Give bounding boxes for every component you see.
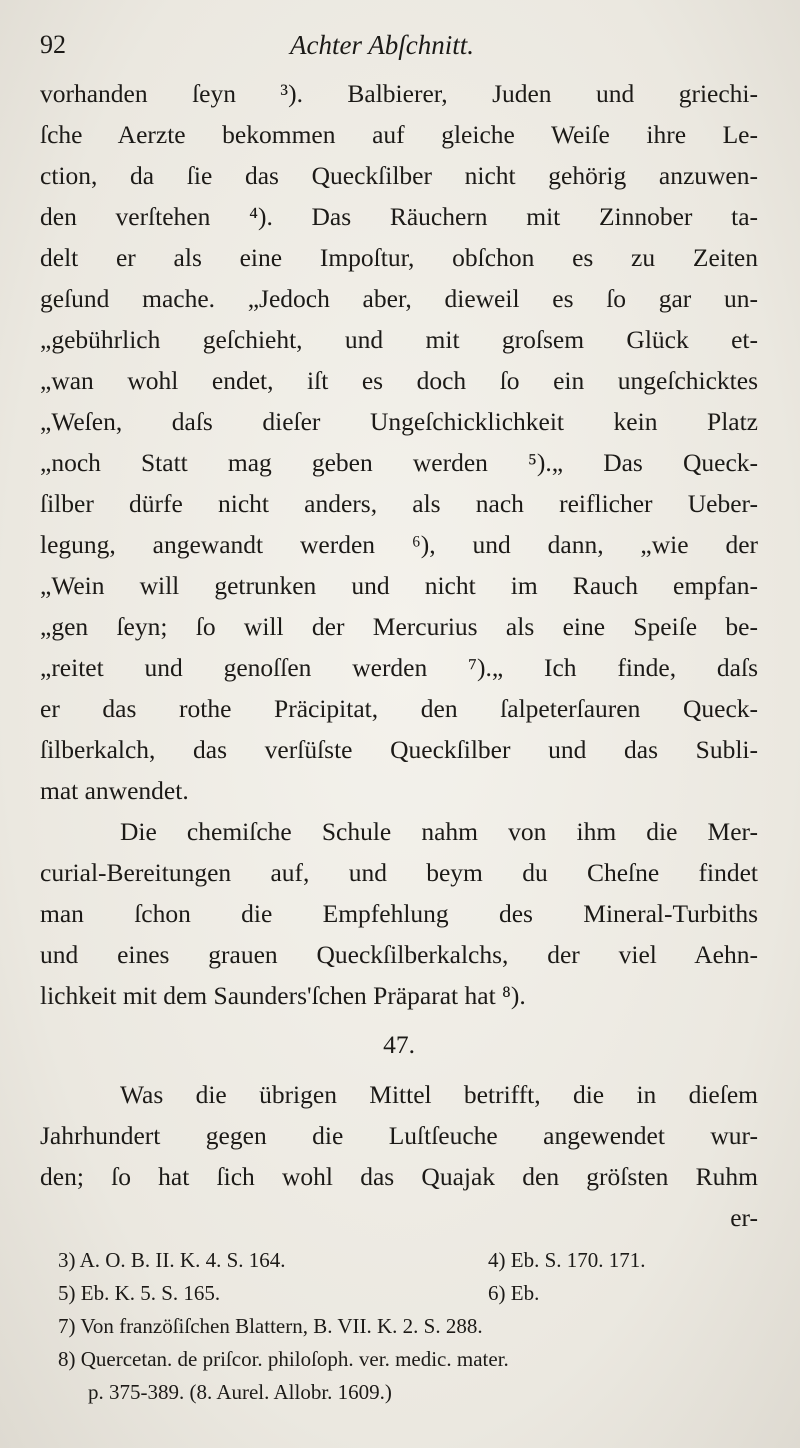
page-number: 92 [40, 30, 66, 59]
text-line: man ſchon die Empfehlung des Mineral-Turbiths [40, 899, 758, 928]
text-line: Was die übrigen Mittel betrifft, die in dieſem [120, 1080, 758, 1109]
text-line: „reitet und genoſſen werden ⁷).„ Ich finde, daſs [40, 653, 758, 682]
footnote-7: 7) Von franzöſiſchen Blattern, B. VII. K. 2. S. 288. [58, 1314, 483, 1338]
text-line: ſilberkalch, das verſüſste Queckſilber und das Subli- [40, 735, 758, 764]
text-line: er das rothe Präcipitat, den ſalpeterſauren Queck- [40, 694, 758, 723]
footnote-3: 3) A. O. B. II. K. 4. S. 164. [58, 1248, 286, 1272]
text-line: lichkeit mit dem Saunders'ſchen Präparat hat ⁸). [40, 981, 526, 1010]
footnotes [58, 1244, 756, 1409]
footnote-5: 5) Eb. K. 5. S. 165. [58, 1281, 221, 1305]
footnote-6: 6) Eb. [488, 1281, 540, 1305]
footnote-row [58, 1277, 756, 1310]
main-text [40, 73, 758, 1238]
section-number: 47. [383, 1030, 415, 1059]
text-line: „noch Statt mag geben werden ⁵).„ Das Queck- [40, 448, 758, 477]
text-line: „Wein will getrunken und nicht im Rauch empfan- [40, 571, 758, 600]
text-line: den; ſo hat ſich wohl das Quajak den gröſsten Ruhm [40, 1162, 758, 1191]
footnote-8-continued: p. 375-389. (8. Aurel. Allobr. 1609.) [88, 1380, 392, 1404]
catchword: er- [730, 1203, 758, 1232]
text-line: und eines grauen Queckſilberkalchs, der viel Aehn- [40, 940, 758, 969]
text-line: vorhanden ſeyn ³). Balbierer, Juden und griechi- [40, 79, 758, 108]
text-line: geſund mache. „Jedoch aber, dieweil es ſo gar un- [40, 284, 758, 313]
text-line: curial-Bereitungen auf, und beym du Cheſne findet [40, 858, 758, 887]
text-line: „Weſen, daſs dieſer Ungeſchicklichkeit kein Platz [40, 407, 758, 436]
page-header [40, 28, 760, 62]
text-line: den verſtehen ⁴). Das Räuchern mit Zinnober ta- [40, 202, 758, 231]
text-line: ction, da ſie das Queckſilber nicht gehörig anzuwen- [40, 161, 758, 190]
text-line: „wan wohl endet, iſt es doch ſo ein ungeſchicktes [40, 366, 758, 395]
text-line: ſilber dürfe nicht anders, als nach reiflicher Ueber- [40, 489, 758, 518]
text-line: legung, angewandt werden ⁶), und dann, „wie der [40, 530, 758, 559]
running-title: Achter Abſchnitt. [290, 30, 474, 60]
footnote-8: 8) Quercetan. de priſcor. philoſoph. ver. medic. mater. [58, 1347, 509, 1371]
footnote-4: 4) Eb. S. 170. 171. [488, 1248, 646, 1272]
text-line: ſche Aerzte bekommen auf gleiche Weiſe ihre Le- [40, 120, 758, 149]
text-line: delt er als eine Impoſtur, obſchon es zu Zeiten [40, 243, 758, 272]
footnote-row [58, 1244, 756, 1277]
text-line: Die chemiſche Schule nahm von ihm die Mer- [120, 817, 758, 846]
text-line: mat anwendet. [40, 776, 189, 805]
text-line: Jahrhundert gegen die Luſtſeuche angewendet wur- [40, 1121, 758, 1150]
text-line: „gebührlich geſchieht, und mit groſsem Glück et- [40, 325, 758, 354]
text-line: „gen ſeyn; ſo will der Mercurius als eine Speiſe be- [40, 612, 758, 641]
